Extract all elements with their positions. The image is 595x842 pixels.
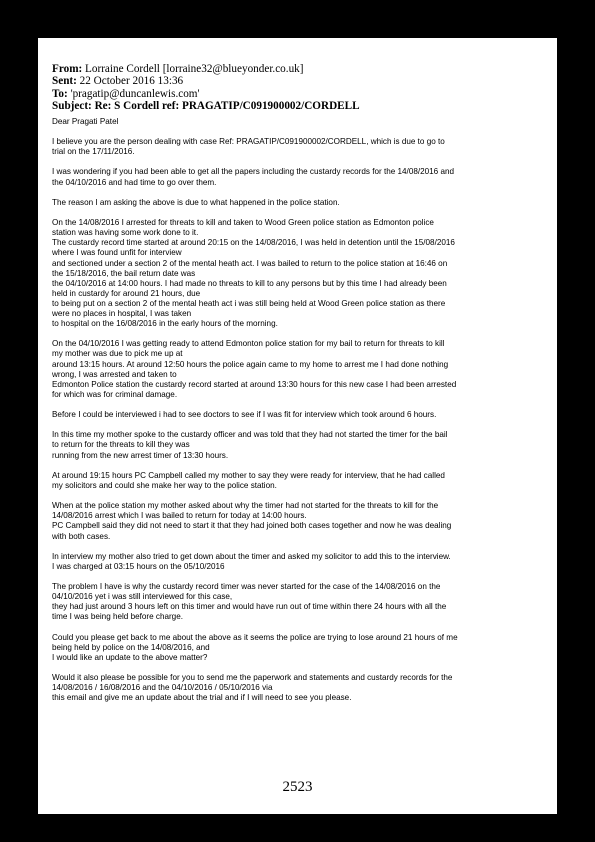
paragraph-line: I was charged at 03:15 hours on the 05/10/2016 — [52, 561, 225, 571]
paragraph-line: I was wondering if you had been able to get all the papers including the custardy records for the 14/08/2016 and — [52, 167, 455, 177]
to-label: To: — [52, 87, 68, 100]
paragraph-line: I believe you are the person dealing with case Ref: PRAGATIP/C091900002/CORDELL, which is due to go to — [52, 137, 445, 147]
subject-row — [52, 100, 552, 112]
paragraph-line: held in custardy for around 21 hours, due — [52, 288, 201, 298]
body-paragraph — [52, 410, 554, 420]
body-paragraph — [52, 552, 554, 572]
sent-row — [52, 75, 552, 87]
sent-label: Sent: — [52, 75, 77, 88]
paragraph-line: Could you please get back to me about the above as it seems the police are trying to lose around 21 hours of me — [52, 632, 458, 642]
paragraph-line: Edmonton Police station the custardy record started at around 13:30 hours for this new case I had been arrested — [52, 379, 457, 389]
to-value: 'pragatip@duncanlewis.com' — [70, 87, 200, 100]
paragraph-line: to return for the threats to kill they was — [52, 440, 190, 450]
paragraph-line: with both cases. — [52, 531, 111, 541]
paragraph-line: were no places in hospital, I was taken — [52, 308, 192, 318]
paragraph-line: On the 04/10/2016 I was getting ready to attend Edmonton police station for my bail to return for threats to kill — [52, 339, 445, 349]
paragraph-line: being held by police on the 14/08/2016, and — [52, 642, 210, 652]
email-header — [52, 63, 552, 113]
from-value: Lorraine Cordell [lorraine32@blueyonder.co.uk] — [85, 63, 304, 75]
paragraph-line: PC Campbell said they did not need to start it that they had joined both cases together and now he was dealing — [52, 521, 452, 531]
page-number: 2523 — [282, 779, 313, 795]
paragraph-line: the 15/18/2016, the bail return date was — [52, 268, 196, 278]
paragraph-line: to hospital on the 16/08/2016 in the early hours of the morning. — [52, 319, 278, 329]
paragraph-line: 14/08/2016 / 16/08/2016 and the 04/10/2016 / 05/10/2016 via — [52, 683, 273, 693]
body-paragraph — [52, 137, 554, 157]
sent-value: 22 October 2016 13:36 — [79, 75, 184, 88]
paragraph-line: In this time my mother spoke to the custardy officer and was told that they had not started the timer for the bail — [52, 430, 448, 440]
body-paragraph — [52, 471, 554, 491]
paragraph-line: and sectioned under a section 2 of the mental heath act. I was bailed to return to the police station at 16:46 on — [52, 258, 448, 268]
paragraph-line: The reason I am asking the above is due to what happened in the police station. — [52, 197, 340, 207]
body-paragraph — [52, 633, 554, 663]
paragraph-line: around 13:15 hours. At around 12:50 hours the police again came to my home to arrest me I had done nothing — [52, 359, 449, 369]
from-row — [52, 63, 552, 75]
body-paragraph — [52, 167, 554, 187]
paragraph-line: they had just around 3 hours left on this timer and would have run out of time within there 24 hours with all the — [52, 602, 447, 612]
subject-value: Re: S Cordell ref: PRAGATIP/C091900002/CORDELL — [94, 100, 360, 113]
paragraph-line: The custardy record time started at around 20:15 on the 14/08/2016, I was held in detention until the 15/08/2016 — [52, 238, 455, 248]
paragraph-line: In interview my mother also tried to get down about the timer and asked my solicitor to add this to the interview. — [52, 551, 451, 561]
paragraph-line: for which was for criminal damage. — [52, 389, 178, 399]
subject-label: Subject: — [52, 100, 92, 113]
paragraph-line: the 04/10/2016 and had time to go over them. — [52, 177, 217, 187]
paragraph-line: Before I could be interviewed i had to see doctors to see if I was fit for interview which took around 6 hours. — [52, 410, 437, 420]
paragraph-line: 04/10/2016 yet i was still interviewed for this case, — [52, 592, 233, 602]
paragraph-line: I would like an update to the above matter? — [52, 652, 208, 662]
paragraph-line: station was having some work done to it. — [52, 228, 199, 238]
document-page — [38, 38, 557, 814]
body-paragraph — [52, 198, 554, 208]
paragraph-line: my mother was due to pick me up at — [52, 349, 183, 359]
email-body — [52, 117, 554, 714]
paragraph-line: where I was found unfit for interview — [52, 248, 182, 258]
paragraph-line: Would it also please be possible for you to send me the paperwork and statements and custardy records for the — [52, 673, 453, 683]
greeting: Dear Pragati Patel — [52, 117, 119, 126]
paragraph-line: On the 14/08/2016 I arrested for threats to kill and taken to Wood Green police station as Edmonton police — [52, 218, 434, 228]
paragraph-line: to being put on a section 2 of the mental heath act i was still being held at Wood Green police station as there — [52, 298, 446, 308]
paragraph-line: The problem I have is why the custardy record timer was never started for the case of the 14/08/2016 on the — [52, 582, 441, 592]
to-row — [52, 88, 552, 100]
body-paragraphs — [52, 137, 554, 703]
paragraph-line: When at the police station my mother asked about why the timer had not started for the threats to kill for the — [52, 501, 439, 511]
paragraph-line: my solicitors and could she make her way to the police station. — [52, 480, 277, 490]
body-paragraph — [52, 218, 554, 329]
paragraph-line: running from the new arrest timer of 13:30 hours. — [52, 450, 229, 460]
body-paragraph — [52, 673, 554, 703]
body-paragraph — [52, 339, 554, 400]
paragraph-line: wrong, I was arrested and taken to — [52, 369, 177, 379]
paragraph-line: trial on the 17/11/2016. — [52, 147, 135, 157]
paragraph-line: time I was being held before charge. — [52, 612, 183, 622]
paragraph-line: this email and give me an update about the trial and if I will need to see you please. — [52, 693, 352, 703]
paragraph-line: At around 19:15 hours PC Campbell called my mother to say they were ready for interview, that he had called — [52, 470, 445, 480]
from-label: From: — [52, 63, 83, 75]
paragraph-line: the 04/10/2016 at 14:00 hours. I had made no threats to kill to any persons but by this time I had already been — [52, 278, 447, 288]
paragraph-line: 14/08/2016 arrest which I was bailed to return for today at 14:00 hours. — [52, 511, 307, 521]
body-paragraph — [52, 501, 554, 541]
body-paragraph — [52, 582, 554, 622]
body-paragraph — [52, 430, 554, 460]
